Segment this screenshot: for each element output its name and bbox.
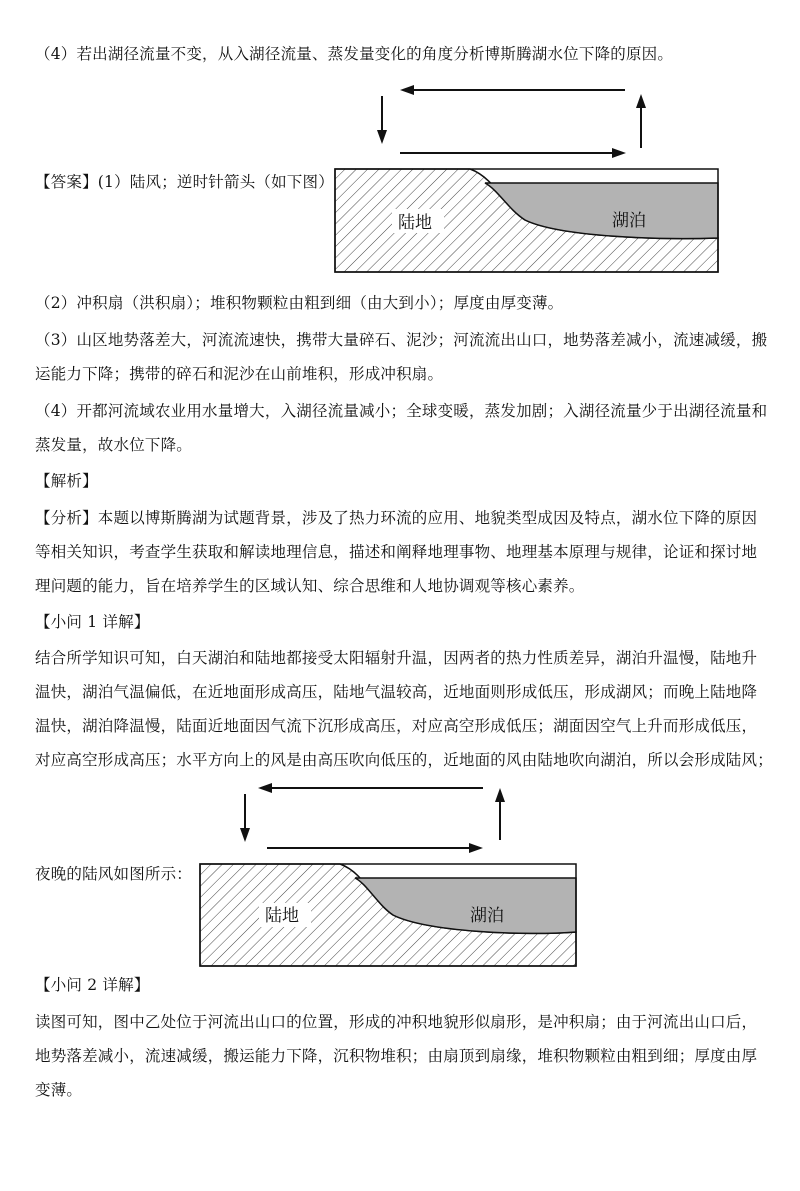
answer-4-line2: 蒸发量，故水位下降。 — [35, 436, 193, 454]
answer-3-line1: （3）山区地势落差大，河流流速快，携带大量碎石、泥沙；河流流出山口，地势落差减小，流速减缓，搬 — [35, 331, 768, 349]
land-label: 陆地 — [265, 906, 299, 926]
detail1-line1: 结合所学知识可知，白天湖泊和陆地都接受太阳辐射升温，因两者的热力性质差异，湖泊升温慢，陆地升 — [35, 649, 758, 667]
detail1-line2: 温快，湖泊气温偏低，在近地面形成高压，陆地气温较高，近地面则形成低压，形成湖风；而晚上陆地降 — [35, 683, 758, 701]
land-breeze-diagram-answer — [330, 82, 730, 278]
answer-3-line2: 运能力下降；携带的碎石和泥沙在山前堆积，形成冲积扇。 — [35, 365, 444, 383]
land-label: 陆地 — [398, 213, 432, 233]
question-4: （4）若出湖径流量不变，从入湖径流量、蒸发量变化的角度分析博斯腾湖水位下降的原因。 — [35, 45, 674, 63]
answer-2: （2）冲积扇（洪积扇）；堆积物颗粒由粗到细（由大到小）；厚度由厚变薄。 — [35, 294, 564, 312]
detail1-caption: 夜晚的陆风如图所示： — [35, 865, 193, 883]
answer-1: 【答案】(1）陆风；逆时针箭头（如下图） — [35, 173, 334, 191]
analysis-line2: 等相关知识，考查学生获取和解读地理信息，描述和阐释地理事物、地理基本原理与规律，论证和探讨地 — [35, 543, 758, 561]
land-breeze-diagram-detail — [195, 778, 595, 974]
detail1-line3: 温快，湖泊降温慢，陆面近地面因气流下沉形成高压，对应高空形成低压；湖面因空气上升而形成低压， — [35, 717, 758, 735]
lake-label: 湖泊 — [470, 906, 504, 926]
detail2-heading: 【小问 2 详解】 — [35, 976, 150, 994]
analysis-line1: 【分析】本题以博斯腾湖为试题背景，涉及了热力环流的应用、地貌类型成因及特点，湖水位下降的原因 — [35, 509, 758, 527]
analysis-line3: 理问题的能力，旨在培养学生的区域认知、综合思维和人地协调观等核心素养。 — [35, 577, 585, 595]
detail2-line2: 地势落差减小，流速减缓，搬运能力下降，沉积物堆积；由扇顶到扇缘，堆积物颗粒由粗到细；厚度由厚 — [35, 1047, 758, 1065]
detail2-line1: 读图可知，图中乙处位于河流出山口的位置，形成的冲积地貌形似扇形，是冲积扇；由于河流出山口后， — [35, 1013, 758, 1031]
circulation-arrows — [377, 85, 646, 158]
analysis-heading: 【解析】 — [35, 472, 98, 490]
detail1-heading: 【小问 1 详解】 — [35, 613, 150, 631]
circulation-arrows — [240, 783, 505, 853]
answer-4-line1: （4）开都河流域农业用水量增大，入湖径流量减小；全球变暖，蒸发加剧；入湖径流量少于出湖径流量和 — [35, 402, 768, 420]
lake-label: 湖泊 — [612, 211, 646, 231]
detail1-line4: 对应高空形成高压；水平方向上的风是由高压吹向低压的，近地面的风由陆地吹向湖泊，所以会形成陆风； — [35, 751, 773, 769]
detail2-line3: 变薄。 — [35, 1081, 83, 1099]
